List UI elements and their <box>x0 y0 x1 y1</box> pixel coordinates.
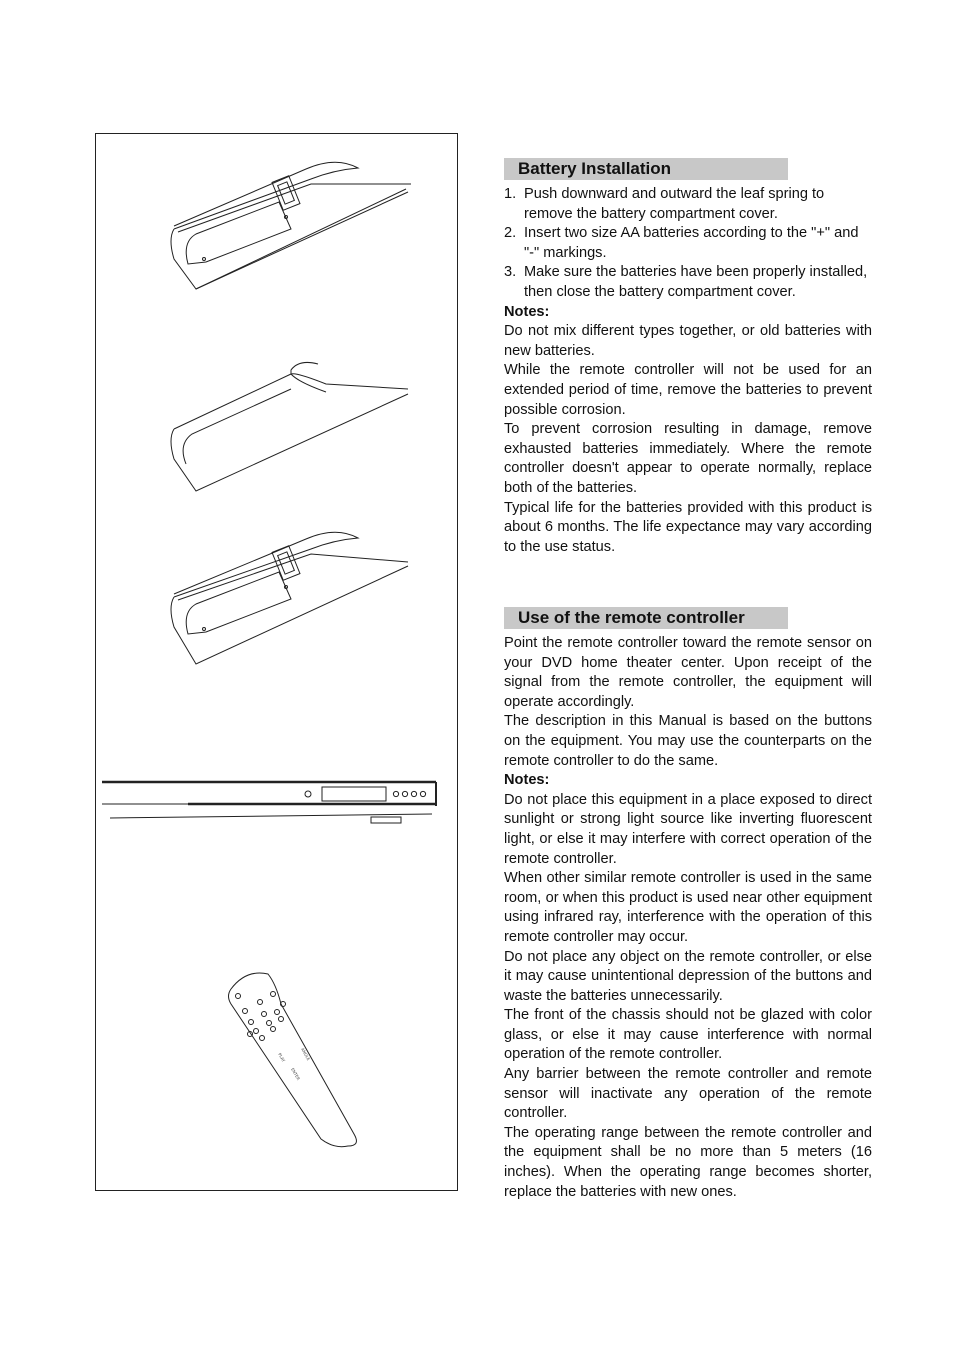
illustration-drawings <box>96 134 459 1192</box>
battery-installation-section <box>504 158 872 557</box>
remote-label-enter: ENTER <box>290 1067 302 1082</box>
battery-installation-heading: Battery Installation <box>504 158 788 180</box>
remote-use-note: Do not place any object on the remote controller, or else it may cause unintentional depression of the buttons and waste the batteries unnecessarily. <box>504 948 872 1004</box>
step-number: 1. <box>504 186 517 202</box>
remote-use-notes-label: Notes: <box>504 772 550 789</box>
battery-step <box>504 185 872 224</box>
remote-use-note: The operating range between the remote controller and the equipment shall be no more than 5 meters (16 inches). When the operating range becomes shorter, replace the batteries with new ones. <box>504 1124 872 1200</box>
battery-note: Typical life for the batteries provided with this product is about 6 months. The life expectance may vary according to the use status. <box>504 499 872 555</box>
step-number: 3. <box>504 264 517 281</box>
remote-use-note: Any barrier between the remote controller and remote sensor will inactivate any operation of the remote controller. <box>504 1066 872 1122</box>
remote-closed-drawing <box>171 362 408 491</box>
battery-step <box>504 224 872 263</box>
dvd-player-drawing <box>102 782 436 823</box>
remote-use-heading: Use of the remote controller <box>504 607 788 629</box>
step-text: Insert two size AA batteries according to the "+" and "-" markings. <box>524 225 859 261</box>
battery-notes-label: Notes: <box>504 303 550 320</box>
battery-steps-list <box>504 185 872 303</box>
step-number: 2. <box>504 225 517 242</box>
remote-cover-removed-drawing <box>171 162 411 289</box>
battery-note: While the remote controller will not be used for an extended period of time, remove the batteries to prevent possible corrosion. <box>504 362 872 418</box>
remote-use-paragraph: Point the remote controller toward the remote sensor on your DVD home theater center. Upon receipt of the signal from the remote controller, the equipment will operate accordingly. <box>504 635 872 710</box>
battery-step <box>504 263 872 302</box>
remote-cover-replaced-drawing <box>171 532 408 664</box>
step-text: Push downward and outward the leaf spring to remove the battery compartment cover. <box>524 186 825 222</box>
battery-note: To prevent corrosion resulting in damage, remove exhausted batteries immediately. Where the remote controller doesn't appear to operate normally, replace both of the batteries. <box>504 421 872 496</box>
remote-label-play: PLAY <box>277 1052 287 1063</box>
remote-pointing-drawing <box>229 973 357 1147</box>
remote-use-paragraph: The description in this Manual is based on the buttons on the equipment. You may use the counterparts on the remote controller to do the same. <box>504 713 872 769</box>
remote-use-note: When other similar remote controller is used in the same room, or when this product is used near other equipment using infrared ray, interference with the operation of this remote controller may occur. <box>504 870 872 945</box>
remote-label-angle: ANGLE <box>300 1047 312 1062</box>
battery-note: Do not mix different types together, or old batteries with new batteries. <box>504 323 872 359</box>
remote-use-section <box>504 607 872 1202</box>
remote-use-note: The front of the chassis should not be glazed with color glass, or else it may cause interference with normal operation of the remote controller. <box>504 1007 872 1063</box>
step-text: Make sure the batteries have been properly installed, then close the battery compartment cover. <box>524 264 868 300</box>
remote-use-note: Do not place this equipment in a place exposed to direct sunlight or strong light source like inverting fluorescent light, or else it may interfere with correct operation of the remote controller. <box>504 791 872 867</box>
illustration-panel <box>95 133 458 1191</box>
